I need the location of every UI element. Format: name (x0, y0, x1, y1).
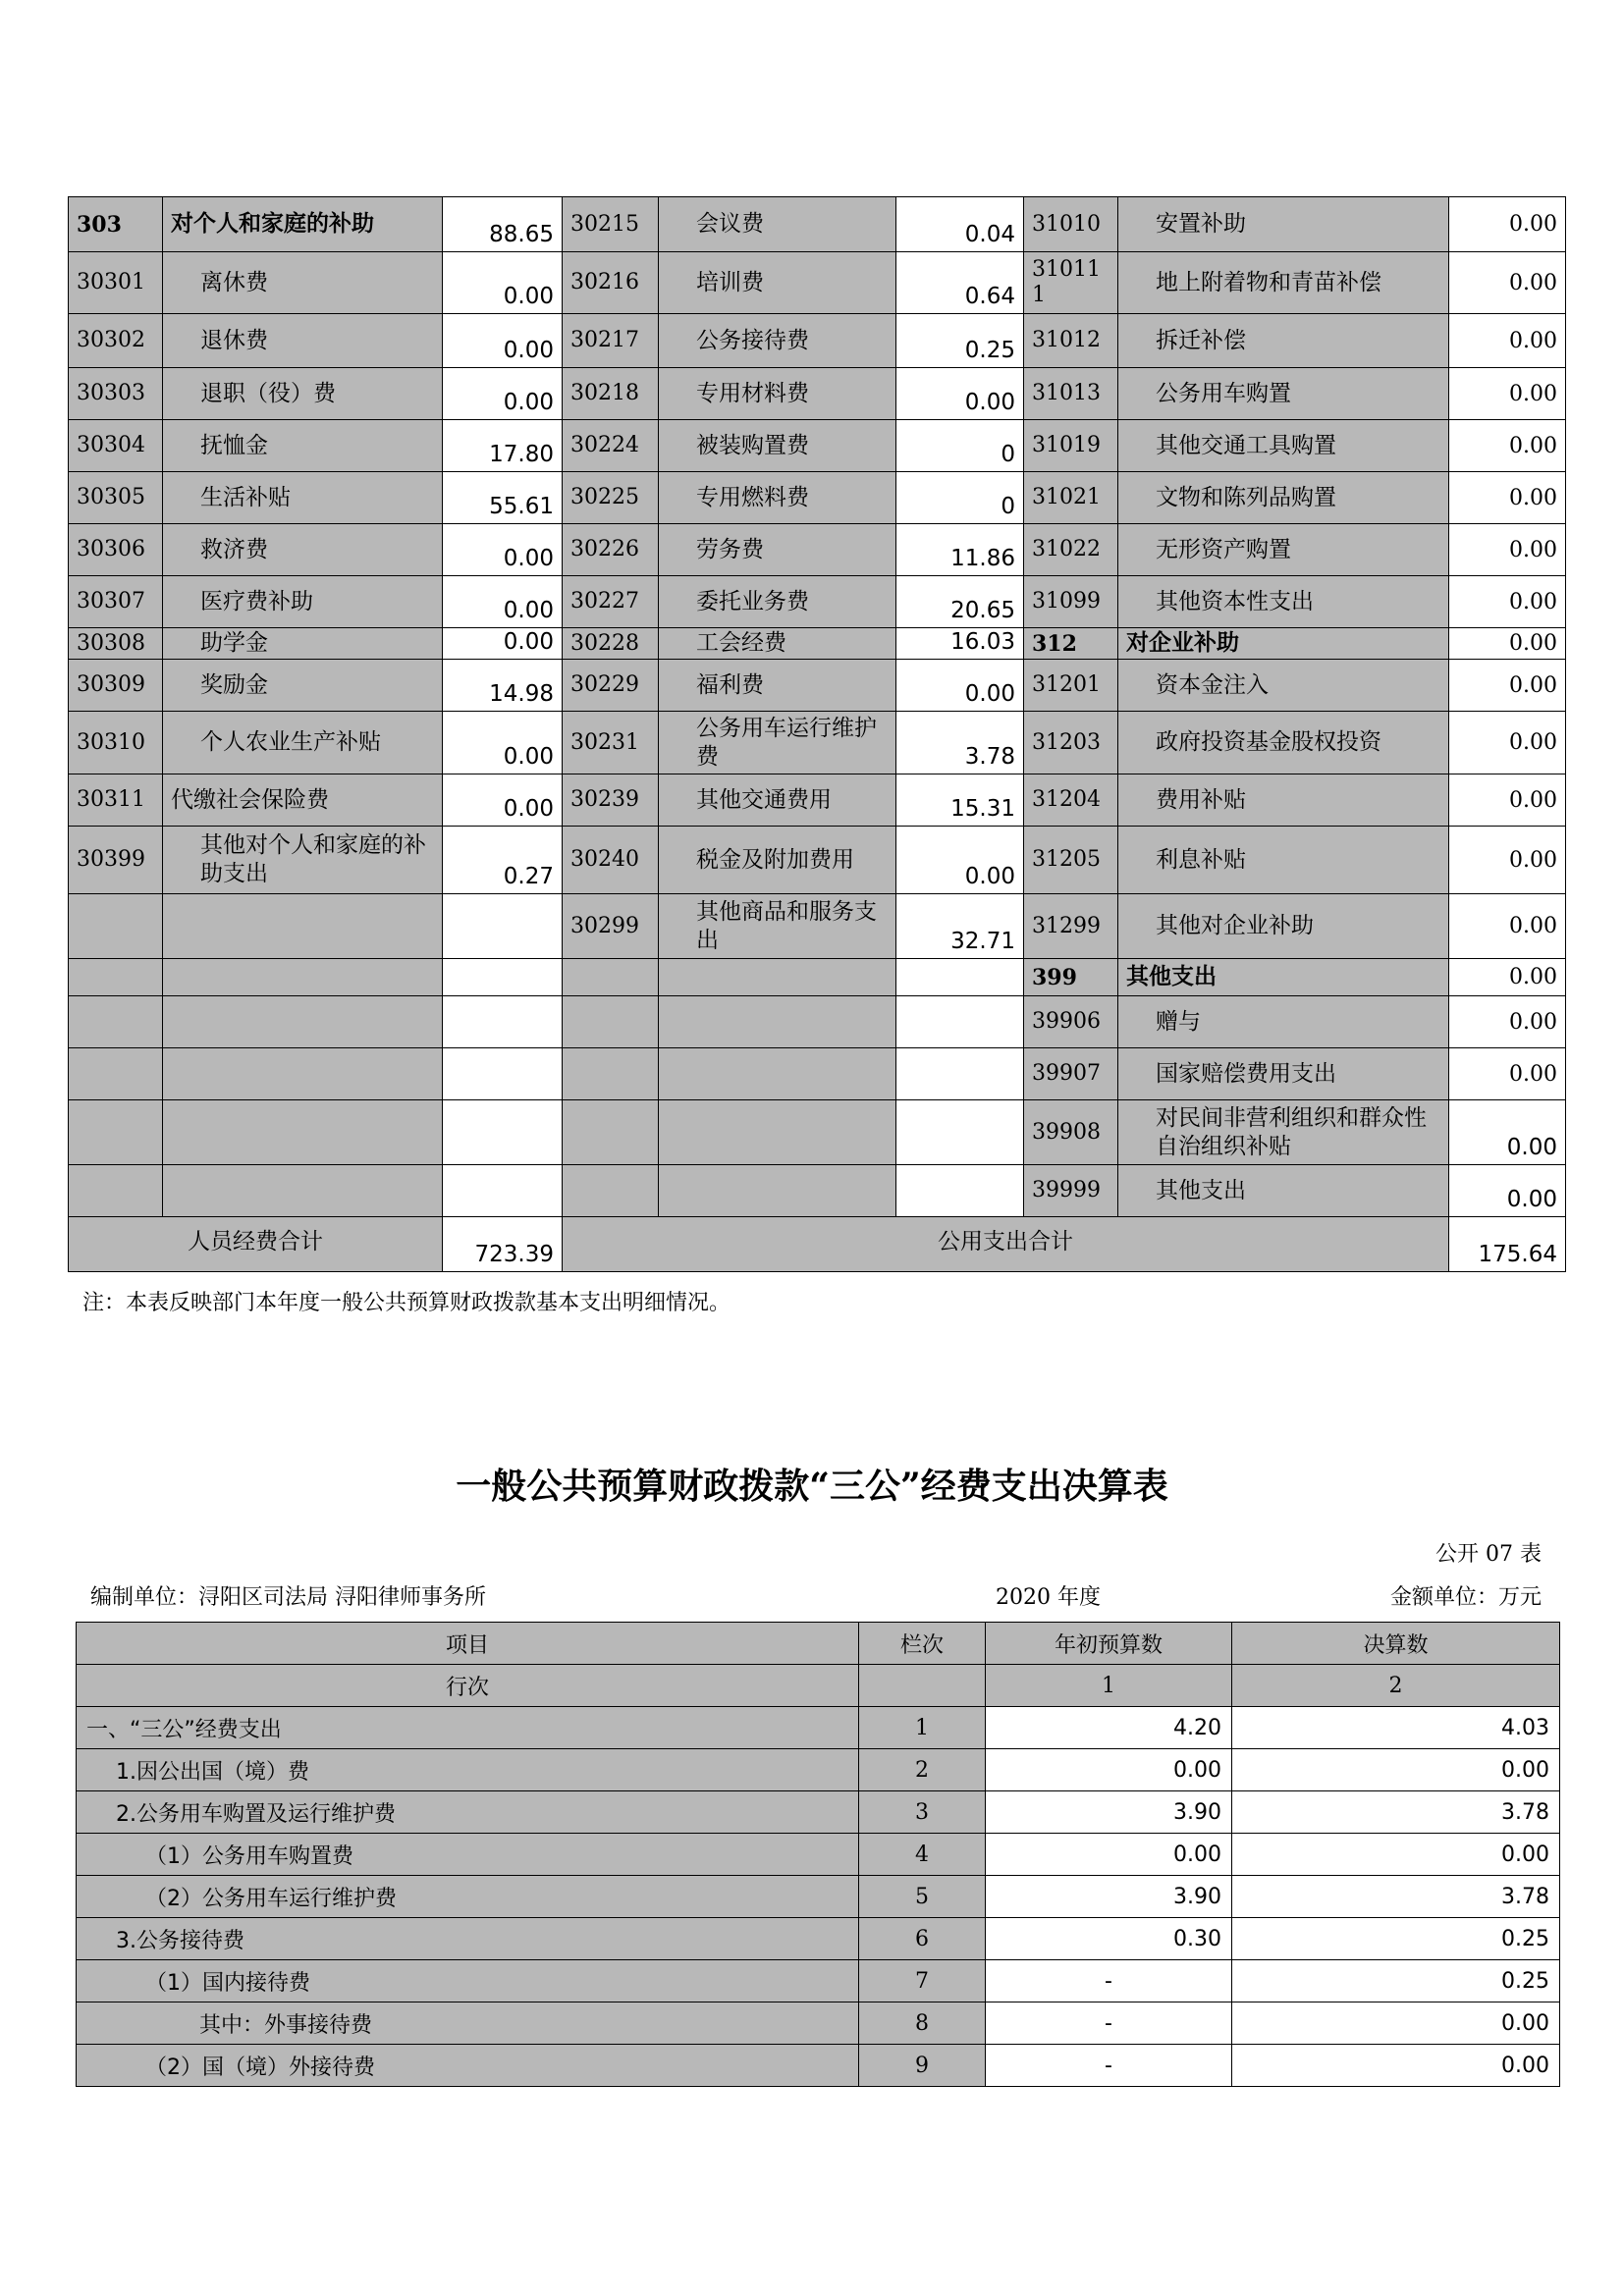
value-cell: 0.00 (443, 576, 563, 628)
value-cell: 0.00 (1449, 827, 1566, 894)
name-cell: 对企业补助 (1118, 628, 1449, 660)
subheader-budget-no: 1 (986, 1665, 1232, 1707)
table-row (77, 2045, 1560, 2087)
name-cell: 培训费 (696, 269, 764, 295)
value-cell: 0.00 (1449, 894, 1566, 959)
value-cell: 0.00 (1449, 252, 1566, 314)
value-cell: 0 (896, 472, 1024, 524)
value-cell: 0.00 (896, 827, 1024, 894)
empty-cell (659, 1100, 896, 1165)
empty-cell (896, 1100, 1024, 1165)
code-cell: 30309 (69, 660, 163, 712)
row-no-cell: 3 (859, 1791, 986, 1834)
empty-cell (896, 1165, 1024, 1217)
organization-label: 编制单位：浔阳区司法局 浔阳律师事务所 (90, 1585, 486, 1610)
code-cell: 30225 (563, 472, 659, 524)
value-cell: 0.00 (1449, 660, 1566, 712)
subheader-final-no: 2 (1232, 1665, 1560, 1707)
name-cell: 劳务费 (696, 536, 764, 562)
code-cell: 31299 (1024, 894, 1118, 959)
budget-cell: - (986, 2002, 1232, 2045)
name-cell: 其他交通费用 (696, 786, 832, 813)
empty-cell (659, 1165, 896, 1217)
name-cell: 拆迁补偿 (1156, 327, 1246, 353)
table-row (69, 1165, 1566, 1217)
code-cell: 31203 (1024, 712, 1118, 774)
value-cell: 0.04 (896, 197, 1024, 252)
table-row (77, 1834, 1560, 1876)
table-row (69, 660, 1566, 712)
personnel-total-value: 723.39 (443, 1217, 563, 1272)
code-cell: 30218 (563, 368, 659, 420)
code-cell: 30310 (69, 712, 163, 774)
value-cell: 0.00 (1449, 959, 1566, 996)
name-cell: 其他对企业补助 (1156, 913, 1314, 938)
public-total-value: 175.64 (1449, 1217, 1566, 1272)
unit-label: 金额单位：万元 (1389, 1585, 1542, 1610)
table-row (69, 314, 1566, 368)
name-cell: 抚恤金 (200, 432, 268, 458)
table-row (77, 2002, 1560, 2045)
table-note: 注：本表反映部门本年度一般公共预算财政拨款基本支出明细情况。 (82, 1291, 731, 1315)
value-cell: 32.71 (896, 894, 1024, 959)
name-cell: 其他支出 (1156, 1177, 1246, 1203)
basic-expenditure-table (68, 196, 1566, 1272)
empty-cell (163, 1165, 443, 1217)
value-cell: 0.00 (1449, 524, 1566, 576)
code-cell: 31205 (1024, 827, 1118, 894)
value-cell: 88.65 (443, 197, 563, 252)
name-cell: 专用材料费 (696, 380, 809, 406)
code-cell: 31022 (1024, 524, 1118, 576)
subheader-row (77, 1665, 1560, 1707)
budget-cell: 3.90 (986, 1876, 1232, 1918)
empty-cell (69, 894, 163, 959)
code-cell: 39908 (1024, 1100, 1118, 1165)
table-row (69, 368, 1566, 420)
value-cell: 0.00 (1449, 576, 1566, 628)
code-cell: 30227 (563, 576, 659, 628)
personnel-total-label: 人员经费合计 (69, 1217, 443, 1272)
table-row (69, 1100, 1566, 1165)
name-cell: 福利费 (696, 671, 764, 698)
page-title: 一般公共预算财政拨款“三公”经费支出决算表 (456, 1466, 1168, 1507)
code-cell: 30228 (563, 628, 659, 660)
name-cell: 离休费 (200, 269, 268, 295)
code-cell: 30307 (69, 576, 163, 628)
table-row (77, 1876, 1560, 1918)
value-cell: 0.00 (1449, 996, 1566, 1048)
final-cell: 0.00 (1232, 2002, 1560, 2045)
table-row (69, 420, 1566, 472)
header-row (77, 1623, 1560, 1665)
table-row (69, 197, 1566, 252)
name-cell: 助学金 (200, 630, 268, 656)
empty-cell (163, 1048, 443, 1100)
name-cell: 地上附着物和青苗补偿 (1156, 269, 1381, 295)
final-cell: 0.25 (1232, 1960, 1560, 2002)
value-cell: 0.00 (1449, 420, 1566, 472)
name-cell: 代缴社会保险费 (163, 774, 443, 827)
value-cell: 0.00 (443, 628, 563, 660)
value-cell: 0.00 (1449, 1165, 1566, 1217)
item-cell: 其中：外事接待费 (77, 2002, 859, 2045)
name-cell: 个人农业生产补贴 (200, 729, 381, 755)
code-cell: 312 (1024, 628, 1118, 660)
code-cell: 30303 (69, 368, 163, 420)
table-row (69, 472, 1566, 524)
table-row (69, 524, 1566, 576)
header-item: 项目 (77, 1623, 859, 1665)
empty-cell (443, 1048, 563, 1100)
code-cell: 30399 (69, 827, 163, 894)
value-cell: 0.00 (1449, 368, 1566, 420)
final-cell: 3.78 (1232, 1791, 1560, 1834)
empty-cell (69, 1100, 163, 1165)
value-cell: 0.00 (1449, 314, 1566, 368)
value-cell: 0.64 (896, 252, 1024, 314)
row-no-cell: 1 (859, 1707, 986, 1749)
empty-cell (659, 996, 896, 1048)
table-row (69, 1048, 1566, 1100)
code-cell: 30301 (69, 252, 163, 314)
value-cell: 0.00 (1449, 1048, 1566, 1100)
public-total-label: 公用支出合计 (563, 1217, 1449, 1272)
name-cell: 其他对个人和家庭的补助支出 (200, 832, 426, 886)
item-cell: （1）公务用车购置费 (77, 1834, 859, 1876)
value-cell: 0.25 (896, 314, 1024, 368)
table-row (69, 712, 1566, 774)
value-cell: 0 (896, 420, 1024, 472)
code-cell: 39999 (1024, 1165, 1118, 1217)
name-cell: 公务接待费 (696, 327, 809, 353)
name-cell: 会议费 (696, 211, 764, 237)
value-cell: 55.61 (443, 472, 563, 524)
final-cell: 3.78 (1232, 1876, 1560, 1918)
name-cell: 无形资产购置 (1156, 536, 1291, 562)
empty-cell (443, 959, 563, 996)
table-row (77, 1960, 1560, 2002)
value-cell: 0.27 (443, 827, 563, 894)
header-budget: 年初预算数 (986, 1623, 1232, 1665)
name-cell: 对个人和家庭的补助 (163, 197, 443, 252)
name-cell: 委托业务费 (696, 588, 809, 614)
year-label: 2020 年度 (996, 1585, 1101, 1610)
name-cell: 税金及附加费用 (696, 846, 854, 873)
empty-cell (163, 1100, 443, 1165)
empty-cell (69, 996, 163, 1048)
name-cell: 专用燃料费 (696, 484, 809, 510)
name-cell: 国家赔偿费用支出 (1156, 1060, 1336, 1087)
name-cell: 其他支出 (1118, 959, 1449, 996)
row-no-cell: 4 (859, 1834, 986, 1876)
name-cell: 生活补贴 (200, 484, 291, 510)
value-cell: 0.00 (1449, 472, 1566, 524)
budget-cell: 4.20 (986, 1707, 1232, 1749)
value-cell: 0.00 (1449, 197, 1566, 252)
value-cell: 0.00 (443, 774, 563, 827)
code-cell: 39907 (1024, 1048, 1118, 1100)
code-cell: 31021 (1024, 472, 1118, 524)
final-cell: 0.00 (1232, 1749, 1560, 1791)
final-cell: 0.00 (1232, 2045, 1560, 2087)
empty-cell (443, 996, 563, 1048)
value-cell: 0.00 (1449, 712, 1566, 774)
empty-cell (659, 959, 896, 996)
name-cell: 对民间非营利组织和群众性自治组织补贴 (1156, 1104, 1427, 1159)
value-cell: 0.00 (443, 252, 563, 314)
name-cell: 医疗费补助 (200, 588, 313, 614)
table-row (69, 628, 1566, 660)
name-cell: 资本金注入 (1156, 671, 1269, 698)
header-final: 决算数 (1232, 1623, 1560, 1665)
row-no-cell: 5 (859, 1876, 986, 1918)
table-row (69, 894, 1566, 959)
code-cell: 30302 (69, 314, 163, 368)
row-no-cell: 9 (859, 2045, 986, 2087)
value-cell: 0.00 (1449, 1100, 1566, 1165)
empty-cell (163, 959, 443, 996)
value-cell: 0.00 (443, 368, 563, 420)
code-cell: 30305 (69, 472, 163, 524)
code-cell: 30239 (563, 774, 659, 827)
code-cell: 399 (1024, 959, 1118, 996)
name-cell: 奖励金 (200, 671, 268, 698)
empty-cell (563, 1165, 659, 1217)
value-cell: 11.86 (896, 524, 1024, 576)
row-no-cell: 2 (859, 1749, 986, 1791)
table-row (77, 1791, 1560, 1834)
name-cell: 政府投资基金股权投资 (1156, 729, 1381, 755)
total-row (69, 1217, 1566, 1272)
code-cell: 31013 (1024, 368, 1118, 420)
name-cell: 费用补贴 (1156, 786, 1246, 813)
budget-cell: 0.00 (986, 1834, 1232, 1876)
table-row (69, 576, 1566, 628)
value-cell: 0.00 (443, 712, 563, 774)
empty-cell (563, 996, 659, 1048)
empty-cell (896, 1048, 1024, 1100)
code-cell: 30217 (563, 314, 659, 368)
empty-cell (859, 1665, 986, 1707)
empty-cell (443, 894, 563, 959)
three-public-expenditure-table (76, 1622, 1560, 2087)
name-cell: 公务用车购置 (1156, 380, 1291, 406)
name-cell: 退职（役）费 (200, 380, 336, 406)
table-row (69, 252, 1566, 314)
value-cell: 20.65 (896, 576, 1024, 628)
name-cell: 文物和陈列品购置 (1156, 484, 1336, 510)
code-cell: 31019 (1024, 420, 1118, 472)
name-cell: 其他资本性支出 (1156, 588, 1314, 614)
code-cell: 31099 (1024, 576, 1118, 628)
value-cell: 0.00 (1449, 774, 1566, 827)
name-cell: 退休费 (200, 327, 268, 353)
code-cell: 303 (69, 197, 163, 252)
name-cell: 被装购置费 (696, 432, 809, 458)
code-cell: 30311 (69, 774, 163, 827)
name-cell: 利息补贴 (1156, 846, 1246, 873)
table-row (69, 959, 1566, 996)
budget-cell: 0.00 (986, 1749, 1232, 1791)
code-cell: 30299 (563, 894, 659, 959)
value-cell: 0.00 (1449, 628, 1566, 660)
name-cell: 工会经费 (696, 630, 786, 656)
final-cell: 0.25 (1232, 1918, 1560, 1960)
name-cell: 其他商品和服务支出 (696, 898, 877, 953)
name-cell: 其他交通工具购置 (1156, 432, 1336, 458)
table-row (69, 774, 1566, 827)
empty-cell (69, 1048, 163, 1100)
item-cell: （2）国（境）外接待费 (77, 2045, 859, 2087)
empty-cell (659, 1048, 896, 1100)
name-cell: 公务用车运行维护费 (696, 715, 877, 770)
value-cell: 0.00 (443, 524, 563, 576)
value-cell: 0.00 (443, 314, 563, 368)
code-cell: 30306 (69, 524, 163, 576)
table-row (69, 996, 1566, 1048)
item-cell: 3.公务接待费 (77, 1918, 859, 1960)
value-cell: 0.00 (896, 368, 1024, 420)
table-row (77, 1918, 1560, 1960)
name-cell: 安置补助 (1156, 211, 1246, 237)
code-cell: 31010 (1024, 197, 1118, 252)
code-cell: 30224 (563, 420, 659, 472)
item-cell: （1）国内接待费 (77, 1960, 859, 2002)
empty-cell (69, 959, 163, 996)
empty-cell (163, 996, 443, 1048)
budget-cell: - (986, 2045, 1232, 2087)
empty-cell (69, 1165, 163, 1217)
value-cell: 0.00 (896, 660, 1024, 712)
table-row (69, 827, 1566, 894)
code-cell: 31204 (1024, 774, 1118, 827)
code-cell: 31012 (1024, 314, 1118, 368)
budget-cell: 0.30 (986, 1918, 1232, 1960)
code-cell: 30231 (563, 712, 659, 774)
table-row (77, 1707, 1560, 1749)
code-cell: 30216 (563, 252, 659, 314)
empty-cell (443, 1100, 563, 1165)
value-cell: 17.80 (443, 420, 563, 472)
row-no-cell: 7 (859, 1960, 986, 2002)
code-cell: 30240 (563, 827, 659, 894)
empty-cell (896, 996, 1024, 1048)
code-cell: 30226 (563, 524, 659, 576)
code-cell: 310111 (1024, 252, 1118, 314)
budget-cell: 3.90 (986, 1791, 1232, 1834)
value-cell: 15.31 (896, 774, 1024, 827)
code-cell: 30308 (69, 628, 163, 660)
subheader-label: 行次 (77, 1665, 859, 1707)
code-cell: 30229 (563, 660, 659, 712)
item-cell: 1.因公出国（境）费 (77, 1749, 859, 1791)
code-cell: 39906 (1024, 996, 1118, 1048)
empty-cell (563, 959, 659, 996)
final-cell: 4.03 (1232, 1707, 1560, 1749)
empty-cell (896, 959, 1024, 996)
item-cell: （2）公务用车运行维护费 (77, 1876, 859, 1918)
row-no-cell: 6 (859, 1918, 986, 1960)
header-column-no: 栏次 (859, 1623, 986, 1665)
code-cell: 30215 (563, 197, 659, 252)
name-cell: 救济费 (200, 536, 268, 562)
code-cell: 31201 (1024, 660, 1118, 712)
row-no-cell: 8 (859, 2002, 986, 2045)
empty-cell (563, 1100, 659, 1165)
item-cell: 2.公务用车购置及运行维护费 (77, 1791, 859, 1834)
name-cell: 赠与 (1156, 1008, 1201, 1035)
value-cell: 3.78 (896, 712, 1024, 774)
budget-cell: - (986, 1960, 1232, 2002)
value-cell: 16.03 (896, 628, 1024, 660)
final-cell: 0.00 (1232, 1834, 1560, 1876)
value-cell: 14.98 (443, 660, 563, 712)
code-cell: 30304 (69, 420, 163, 472)
item-cell: 一、“三公”经费支出 (77, 1707, 859, 1749)
empty-cell (563, 1048, 659, 1100)
table-code: 公开 07 表 (1435, 1542, 1542, 1567)
empty-cell (163, 894, 443, 959)
table-row (77, 1749, 1560, 1791)
empty-cell (443, 1165, 563, 1217)
